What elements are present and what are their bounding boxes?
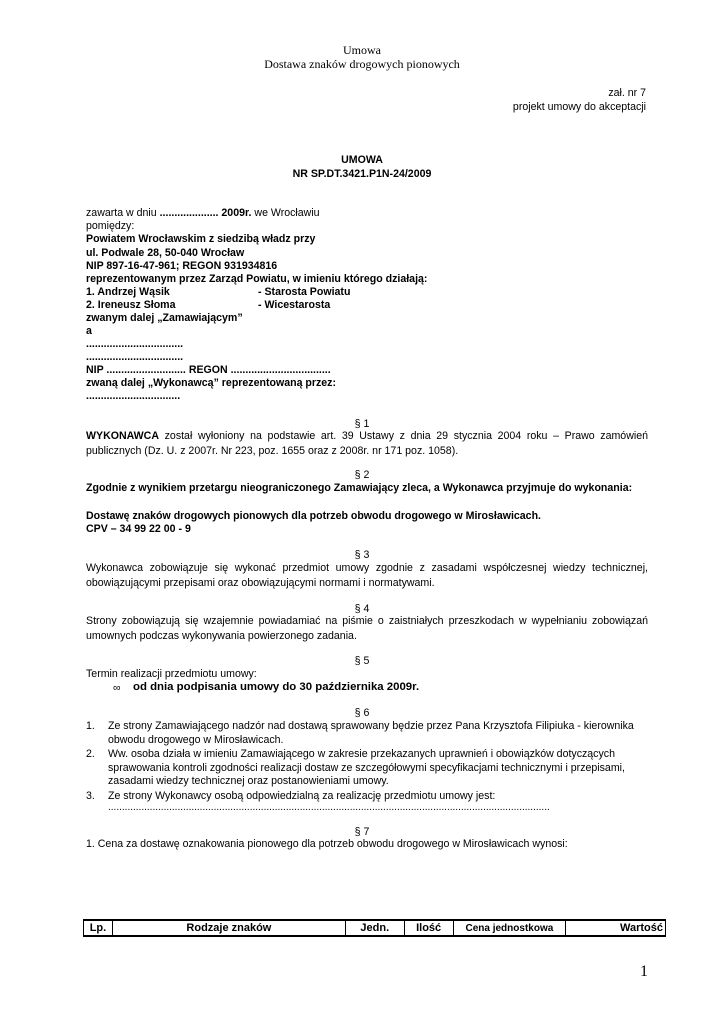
section-6-list: [86, 720, 646, 804]
section-2-item: Dostawę znaków drogowych pionowych dla potrzeb obwodu drogowego w Mirosławicach.: [86, 510, 541, 522]
conclusion-place: we Wrocławiu: [251, 207, 320, 219]
conclusion-line: [86, 207, 320, 220]
section-5-text: Termin realizacji przedmiotu umowy:: [86, 668, 257, 680]
representative-1-role: - Starosta Powiatu: [258, 286, 351, 298]
document-subtitle: Dostawa znaków drogowych pionowych: [264, 57, 460, 71]
orderer-ids: NIP 897-16-47-961; REGON 931934816: [86, 260, 278, 272]
contractor-blank-2: .................................: [86, 351, 184, 363]
section-4-mark: § 4: [354, 603, 370, 615]
contractor-representative: ................................: [86, 390, 181, 402]
section-3-mark: § 3: [354, 549, 370, 561]
section-2-mark: § 2: [354, 469, 370, 481]
list-item: 3. Ze strony Wykonawcy osobą odpowiedzialną za realizację przedmiotu umowy jest:: [86, 789, 496, 802]
conclusion-text: zawarta w dniu: [86, 207, 160, 219]
document-title: Umowa: [343, 43, 381, 57]
orderer-alias: zwanym dalej „Zamawiającym”: [86, 312, 243, 324]
section-6-mark: § 6: [354, 707, 370, 719]
col-value: Wartość: [566, 920, 666, 936]
representative-1-name: 1. Andrzej Wąsik: [86, 286, 170, 298]
representative-2-role: - Wicestarosta: [258, 299, 331, 311]
price-table: [83, 919, 666, 937]
orderer-address: ul. Podwale 28, 50-040 Wrocław: [86, 247, 245, 259]
orderer-representation: reprezentowanym przez Zarząd Powiatu, w imieniu którego działają:: [86, 273, 428, 285]
between-label: pomiędzy:: [86, 220, 135, 232]
section-4-text: Strony zobowiązują się wzajemnie powiadamiać na piśmie o zaistniałych przeszkodach w wypełnianiu zobowiązań umownych podczas wykonywania powierzonego zadania.: [86, 615, 648, 642]
section-1-body: został wyłoniony na podstawie art. 39 Ustawy z dnia 29 stycznia 2004 roku – Prawo zamówień publicznych (Dz. U. z 2007r. Nr 223, poz. 1655 oraz z 2008r. nr 171 poz. 1058).: [86, 430, 648, 457]
bullet-icon: ∞: [113, 682, 121, 694]
contractor-blank-1: .................................: [86, 338, 184, 350]
col-unit-price: Cena jednostkowa: [453, 920, 566, 936]
attachment-note: [513, 86, 646, 114]
section-5-term: od dnia podpisania umowy do 30 października 2009r.: [133, 681, 420, 693]
section-2-text: Zgodnie z wynikiem przetargu nieograniczonego Zamawiający zleca, a Wykonawca przyjmuje do wykonania:: [86, 482, 633, 494]
representative-2-name: 2. Ireneusz Słoma: [86, 299, 176, 311]
contractor-ids: NIP ........................... REGON ..................................: [86, 364, 331, 376]
col-unit: Jedn.: [345, 920, 404, 936]
table-header-row: [84, 920, 666, 936]
attachment-number: zał. nr 7: [608, 87, 646, 99]
contractor-alias: zwaną dalej „Wykonawcą” reprezentowaną przez:: [86, 377, 337, 389]
col-quantity: Ilość: [404, 920, 453, 936]
attachment-status: projekt umowy do akceptacji: [512, 101, 646, 113]
section-1-text: [86, 429, 648, 459]
page-number: 1: [640, 963, 648, 980]
contract-heading: UMOWA: [341, 154, 383, 166]
and-label: a: [86, 325, 92, 337]
contract-number: NR SP.DT.3421.P1N-24/2009: [292, 168, 432, 180]
section-5-mark: § 5: [354, 655, 370, 667]
section-1-mark: § 1: [354, 418, 370, 430]
section-7-mark: § 7: [354, 826, 370, 838]
section-2-cpv: CPV – 34 99 22 00 - 9: [86, 523, 191, 535]
list-item: 1. Ze strony Zamawiającego nadzór nad dostawą sprawowany będzie przez Pana Krzysztofa Filipiuka - kierownika obwodu drogowego w Mirosławicach.: [86, 720, 634, 746]
list-item: 2. Ww. osoba działa w imieniu Zamawiającego w zakresie przekazanych uprawnień i obowiązków dotyczących sprawowania kontroli zgodności realizacji dostaw ze szczegółowymi specyfikacjami technicznymi i przepisami, zasadami wiedzy technicznej oraz postanowieniami umowy.: [86, 748, 625, 787]
section-6-dots: ...............................................................................................................................................................: [108, 802, 550, 813]
col-sign-types: Rodzaje znaków: [112, 920, 345, 936]
section-1-lead: WYKONAWCA: [86, 430, 159, 442]
orderer-name: Powiatem Wrocławskim z siedzibą władz przy: [86, 233, 316, 245]
conclusion-date: .................... 2009r.: [159, 207, 252, 219]
section-7-text: 1. Cena za dostawę oznakowania pionowego dla potrzeb obwodu drogowego w Mirosławicach wynosi:: [86, 838, 568, 850]
col-lp: Lp.: [84, 920, 113, 936]
section-3-text: Wykonawca zobowiązuje się wykonać przedmiot umowy zgodnie z zasadami współczesnej wiedzy technicznej, obowiązującymi przepisami oraz obowiązującymi normami i normatywami.: [86, 562, 648, 589]
